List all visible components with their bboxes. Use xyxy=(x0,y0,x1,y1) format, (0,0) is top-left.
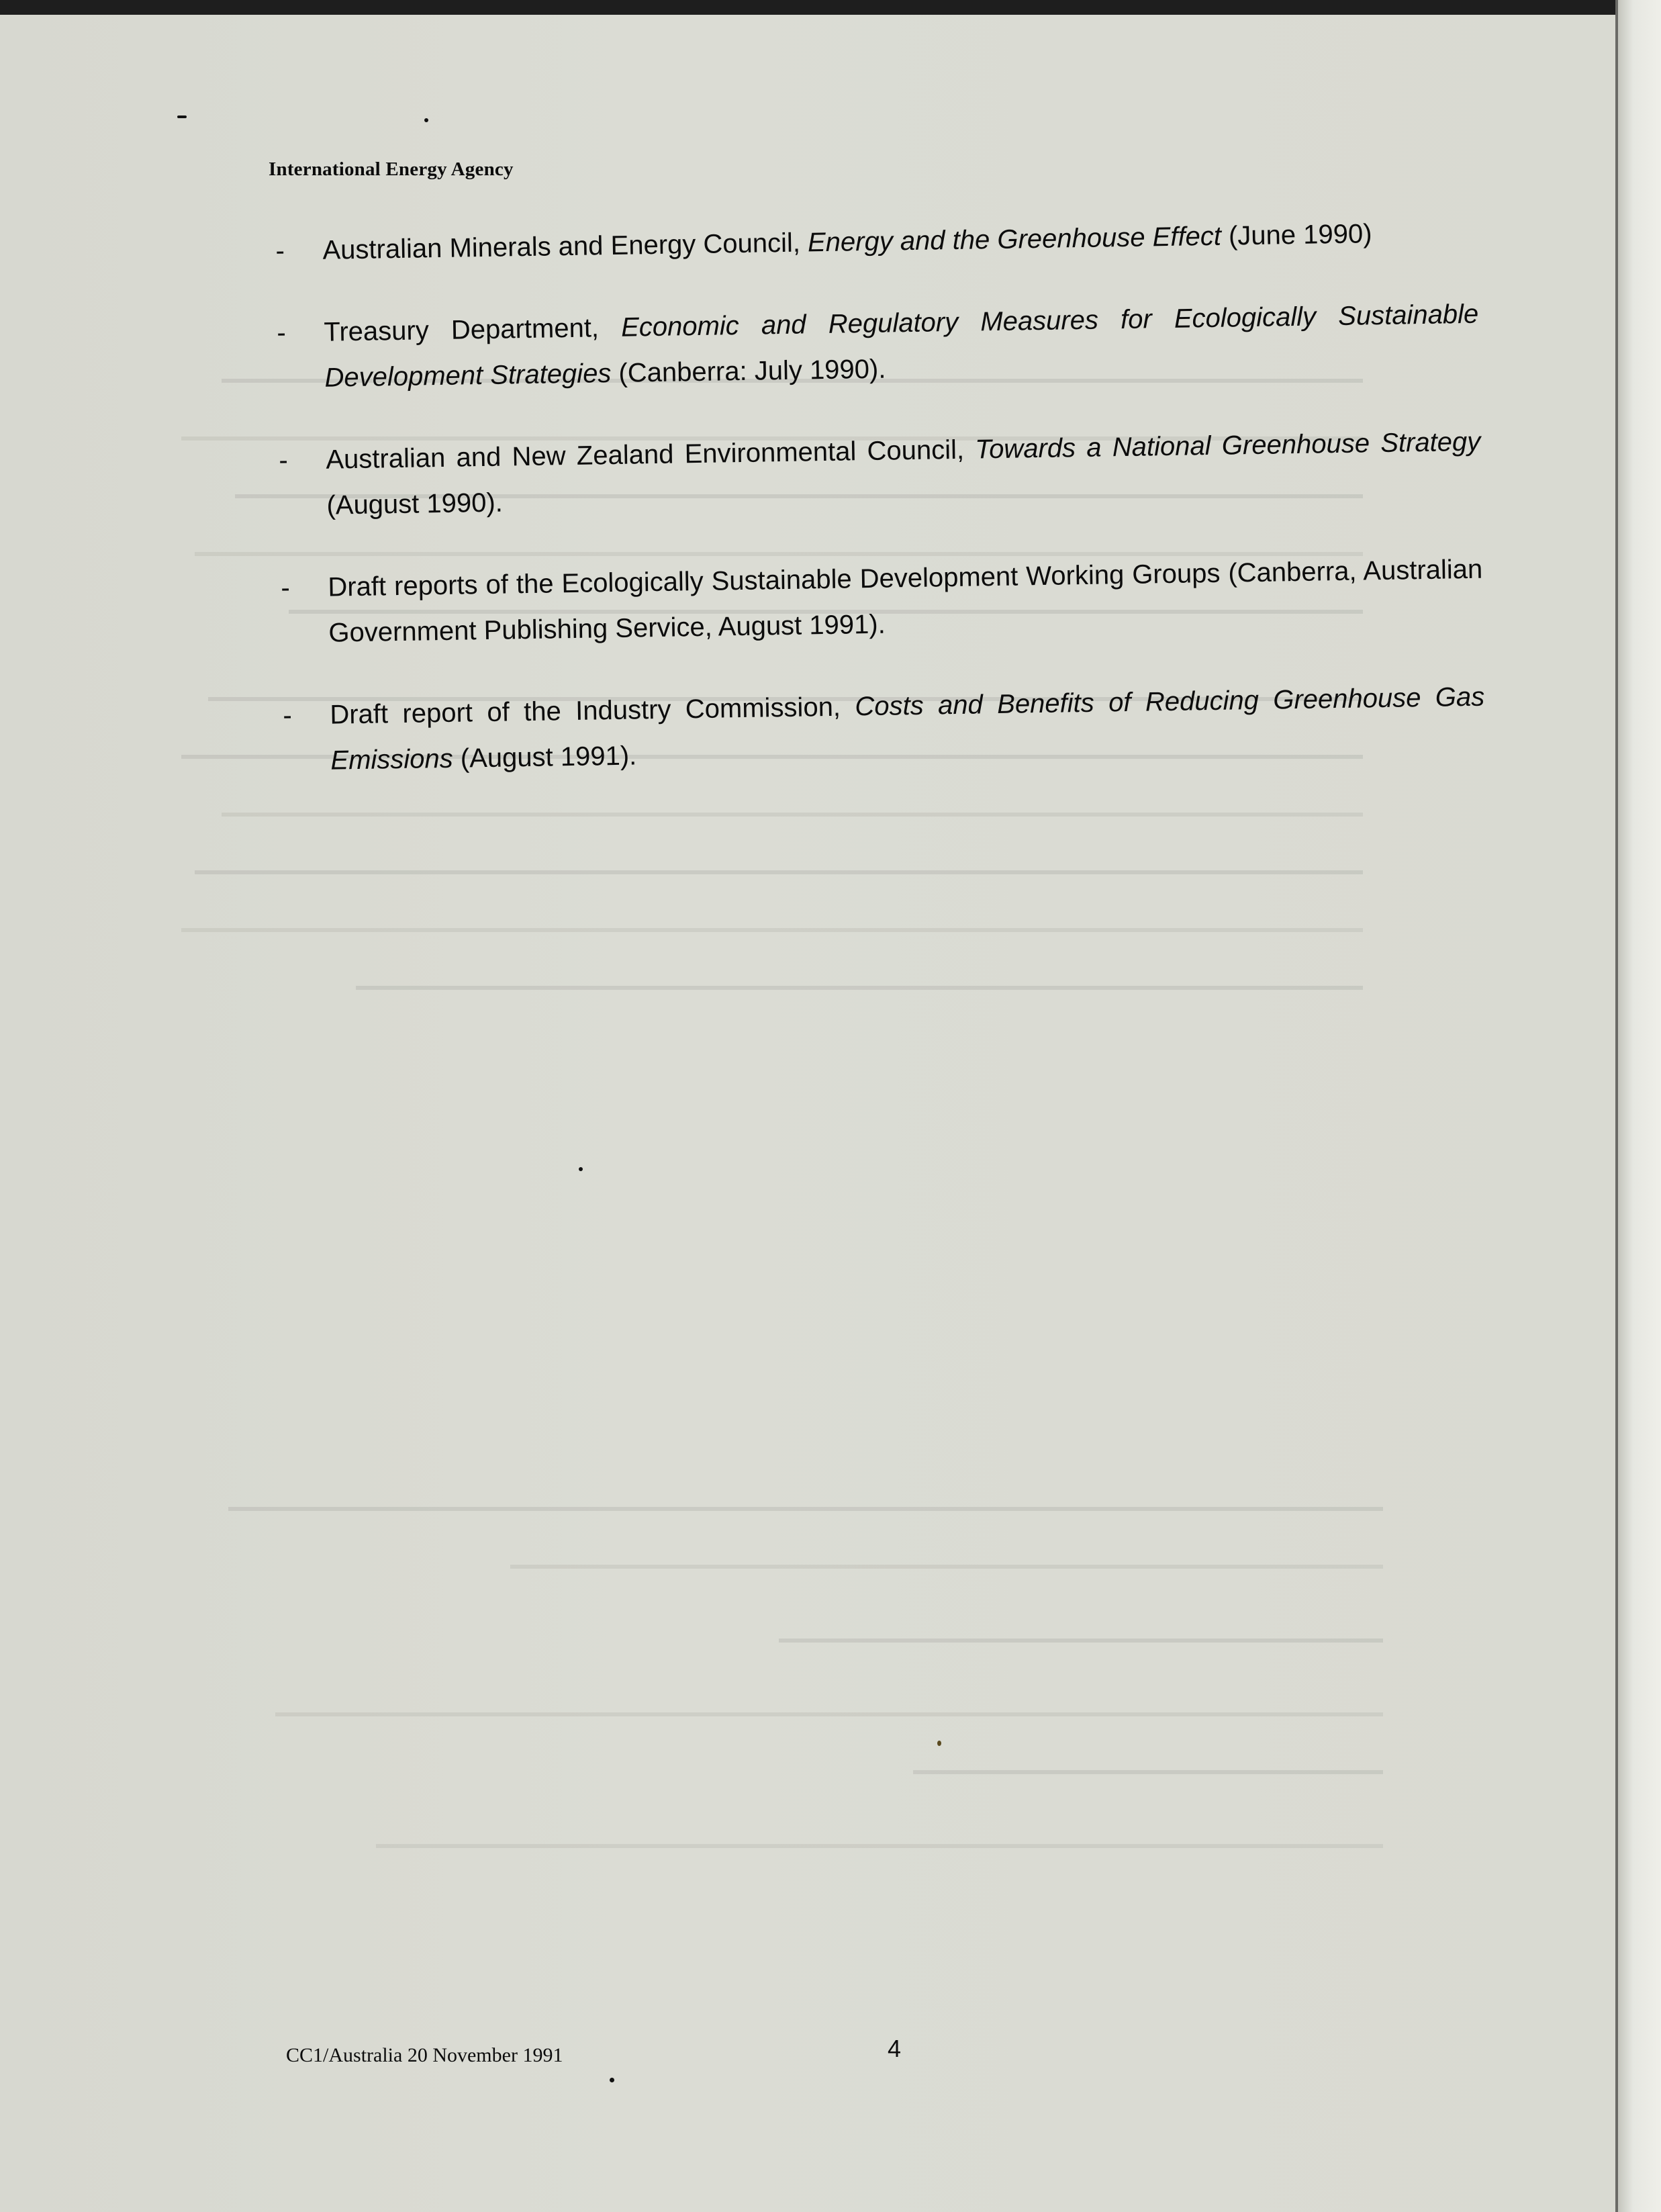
reference-segment: (August 1990). xyxy=(326,488,504,520)
scan-speck xyxy=(424,118,428,122)
bullet-dash: - xyxy=(281,573,291,603)
reference-title: Costs and Benefits of Reducing Greenhouse Gas Emissions xyxy=(330,682,1485,776)
reference-item xyxy=(272,419,1482,529)
reference-text xyxy=(326,427,1480,520)
scan-speck xyxy=(579,1167,583,1171)
reference-segment: (August 1991). xyxy=(453,741,637,774)
reference-segment: Australian Minerals and Energy Council, xyxy=(322,228,808,265)
reference-segment: Draft report of the Industry Commission, xyxy=(330,692,855,730)
top-dark-border xyxy=(0,0,1661,15)
reference-item xyxy=(276,674,1486,784)
scan-speck xyxy=(610,2078,614,2082)
next-page-edge xyxy=(1618,0,1661,2212)
reference-segment: (June 1990) xyxy=(1221,219,1372,251)
document-reference: CC1/Australia 20 November 1991 xyxy=(286,2044,563,2066)
reference-item xyxy=(270,291,1480,402)
reference-segment: Draft reports of the Ecologically Sustainable Development Working Groups (Canberra, Australian Government Publishing Service, August 1991). xyxy=(328,554,1483,648)
reference-item xyxy=(274,547,1484,657)
reference-title: Towards a National Greenhouse Strategy xyxy=(975,426,1481,465)
bullet-dash: - xyxy=(279,445,289,475)
reference-text xyxy=(328,555,1482,648)
reference-text xyxy=(324,299,1478,393)
reference-text xyxy=(330,682,1484,776)
page-number: 4 xyxy=(888,2035,902,2062)
reference-title: Energy and the Greenhouse Effect xyxy=(807,221,1222,258)
scan-speck xyxy=(937,1741,941,1746)
reference-title: Economic and Regulatory Measures for Ecologically Sustainable Development Strategies xyxy=(324,299,1479,393)
agency-header: International Energy Agency xyxy=(269,158,514,180)
reference-list xyxy=(269,210,1486,821)
scan-speck xyxy=(177,116,187,118)
reference-text xyxy=(322,219,1372,265)
reference-segment: Australian and New Zealand Environmental Council, xyxy=(326,434,976,475)
bullet-dash: - xyxy=(277,318,287,348)
reference-segment: Treasury Department, xyxy=(324,312,622,347)
show-through-texture-lower xyxy=(175,1464,1383,1974)
bullet-dash: - xyxy=(283,700,293,731)
bullet-dash: - xyxy=(275,236,285,266)
reference-segment: (Canberra: July 1990). xyxy=(611,354,886,389)
